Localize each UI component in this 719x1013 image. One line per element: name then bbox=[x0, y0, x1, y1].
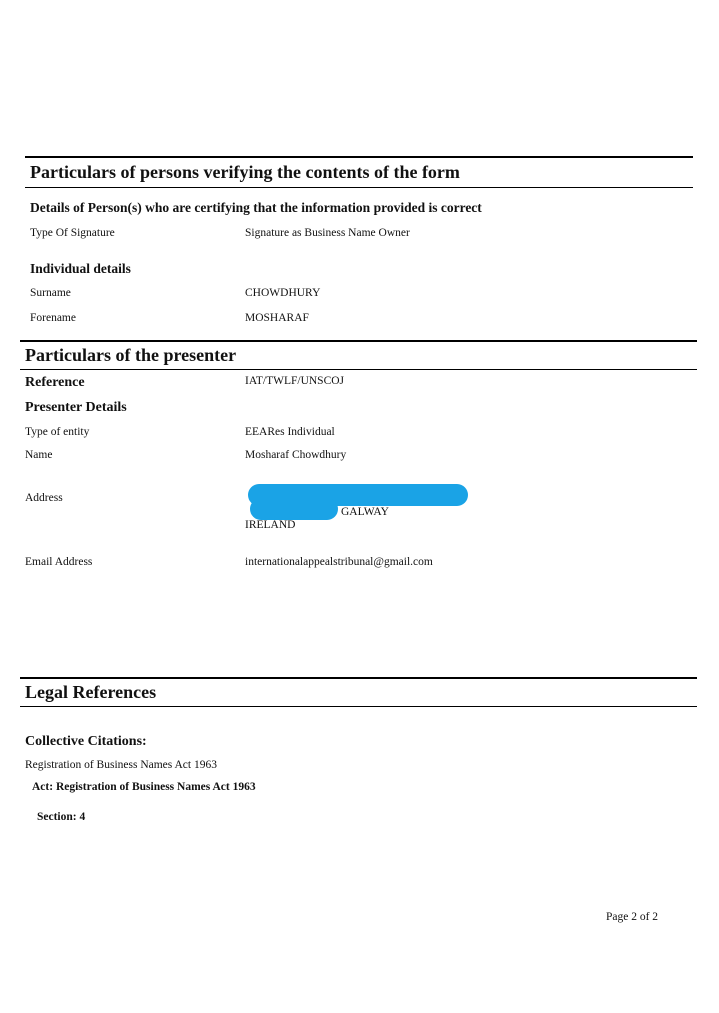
name-value: Mosharaf Chowdhury bbox=[245, 449, 347, 461]
name-label: Name bbox=[25, 449, 53, 461]
section-presenter-title: Particulars of the presenter bbox=[25, 345, 237, 365]
address-country: IRELAND bbox=[245, 519, 296, 531]
verifying-subtitle: Details of Person(s) who are certifying that the information provided is correct bbox=[30, 200, 482, 215]
presenter-details-heading: Presenter Details bbox=[25, 400, 127, 415]
address-label: Address bbox=[25, 492, 63, 504]
surname-value: CHOWDHURY bbox=[245, 287, 321, 299]
signature-type-value: Signature as Business Name Owner bbox=[245, 227, 410, 239]
entity-type-value: EEARes Individual bbox=[245, 426, 335, 438]
act-label: Act: Registration of Business Names Act 1963 bbox=[32, 781, 256, 793]
section-verifying-title: Particulars of persons verifying the contents of the form bbox=[30, 162, 460, 182]
forename-label: Forename bbox=[30, 312, 76, 324]
individual-details-heading: Individual details bbox=[30, 261, 131, 276]
section-legal-title: Legal References bbox=[25, 682, 157, 702]
reference-value: IAT/TWLF/UNSCOJ bbox=[245, 375, 345, 387]
entity-type-label: Type of entity bbox=[25, 426, 90, 438]
section-presenter-top-rule bbox=[20, 340, 697, 342]
collective-citations-heading: Collective Citations: bbox=[25, 734, 147, 749]
section-presenter-bottom-rule bbox=[20, 369, 697, 370]
surname-label: Surname bbox=[30, 287, 71, 299]
address-city: GALWAY bbox=[341, 506, 389, 518]
email-value: internationalappealstribunal@gmail.com bbox=[245, 556, 433, 568]
reference-label: Reference bbox=[25, 375, 85, 390]
section-legal-bottom-rule bbox=[20, 706, 697, 707]
section-legal-top-rule bbox=[20, 677, 697, 679]
signature-type-label: Type Of Signature bbox=[30, 227, 115, 239]
section-verifying-bottom-rule bbox=[25, 187, 693, 188]
address-redaction-mark-lower bbox=[250, 498, 338, 520]
email-label: Email Address bbox=[25, 556, 93, 568]
section-verifying-top-rule bbox=[25, 156, 693, 158]
forename-value: MOSHARAF bbox=[245, 312, 309, 324]
page-number: Page 2 of 2 bbox=[606, 911, 659, 923]
citation-text: Registration of Business Names Act 1963 bbox=[25, 759, 217, 771]
section-label: Section: 4 bbox=[37, 811, 86, 823]
